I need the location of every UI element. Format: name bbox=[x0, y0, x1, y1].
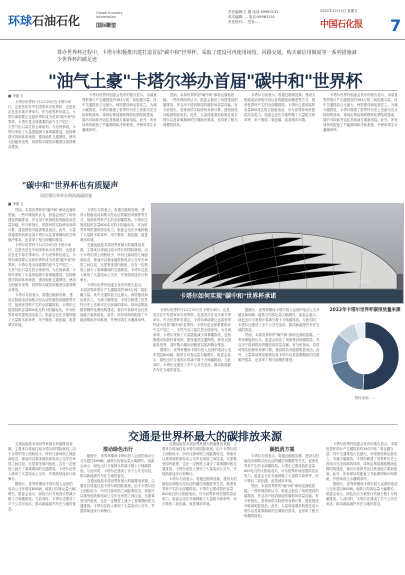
paragraph: 卡塔尔世界杯组委会发布的报告显示，本届世界杯预计产生碳排放约363万吨二氧化碳当量。其中交通排放占比最大，场馆建设和运营次之。为减少碳排放，卡塔尔修建了世界杯历史上首座可完全拆卸的球场，球场由集装箱和模块化钢结构建成，赛后可拆卸并运往其他地方重新组装。此外，所有球场均配备了节能照明和冷却系统，并使用再生水灌溉草坪。 bbox=[82, 93, 157, 132]
meta-line-3: 责任校对:… 签发:… bbox=[228, 20, 260, 24]
article-column-11 bbox=[80, 454, 156, 570]
article-column-5 bbox=[323, 93, 398, 201]
article-column-6 bbox=[8, 208, 76, 423]
section-title bbox=[8, 12, 80, 29]
paragraph: 据统计，世界杯期间卡塔尔投入运营的电动公交车超过800辆，地铁日均客运量大幅增长。组委会表示，绿色出行方案预计将减少数十万吨碳排放。与此同时，卡塔尔还建设了多个公共充电站，推动新能源汽车在当地的普及。 bbox=[80, 454, 155, 478]
paragraph: 然而，本届世界杯的"碳中和"承诺也面临质疑。一些环保组织认为，组委会低估了场馆建设的碳排放，并且用于抵消排放的碳信用质量存疑。有分析指出，若按场馆实际使用寿命计算，建设排放可能被明显低估。此外，大量球迷乘坐航班往返卡塔尔以及赛事期间的空调制冷需求，也带来了相当规模的排放。 bbox=[244, 484, 319, 518]
meta-line-2: 美术编辑: … 电话:59963151 bbox=[228, 15, 275, 19]
paragraph: 交通运输是本届世界杯最大的碳排放来源，主要来自球迷往返卡塔尔的国际航班。由于卡塔尔国土面积较小，所有比赛场馆之间距离较近，球迷可以乘坐地铁和电动公交车在场馆之间往返，无需乘坐国内航班，这在一定程度上减少了赛事期间的交通排放。卡塔尔还投入使用了大量电动公交车，并鼓励球迷步行和骑行。 bbox=[80, 243, 148, 282]
donut-chart bbox=[325, 316, 405, 396]
section-1-subtitle: 场馆建设和举办期间减碳措施 bbox=[40, 193, 92, 198]
paragraph: 交通运输是本届世界杯最大的碳排放来源，主要来自球迷往返卡塔尔的国际航班。由于卡塔尔国土面积较小，所有比赛场馆之间距离较近，球迷可以乘坐地铁和电动公交车在场馆之间往返，无需乘坐国内航班，这在一定程度上减少了赛事期间的交通排放。卡塔尔还投入使用了大量电动公交车，并鼓励球迷步行和骑行。 bbox=[80, 479, 155, 513]
section-label-b: 石油石化 bbox=[32, 14, 81, 28]
subheading-green-travel: 推动绿色出行 bbox=[102, 447, 133, 453]
subheading-offset: 碳抵消方案 bbox=[269, 447, 295, 453]
paragraph: 卡塔尔方面表示，将通过植树造林、建设太阳能电站和购买经认证的碳信用额度等方式，抵消世界杯产生的全部碳排放。卡塔尔已建成装机容量800兆瓦的太阳能电站，可为世界杯场馆提供清洁电力。组委会还在多地种植了大量树木和草坪，用于吸收二氧化碳，改善城市环境。 bbox=[244, 454, 319, 483]
issue-date: 2022年12月2日 星期五 bbox=[320, 9, 358, 13]
article-column-1 bbox=[8, 100, 76, 172]
article-column-13 bbox=[244, 454, 320, 570]
chart-caption: 资料来源：… bbox=[354, 396, 376, 400]
divider bbox=[8, 90, 398, 91]
paragraph: 卡塔尔世界杯组委会发布的报告显示，本届世界杯预计产生碳排放约363万吨二氧化碳当量。其中交通排放占比最大，场馆建设和运营次之。为减少碳排放，卡塔尔修建了世界杯历史上首座可完全拆卸的球场，球场由集装箱和模块化钢结构建成，赛后可拆卸并运往其他地方重新组装。此外，所有球场均配备了节能照明和冷却系统，并使用再生水灌溉草坪。 bbox=[80, 283, 148, 322]
emission-chart-box bbox=[325, 308, 405, 428]
article-column-14 bbox=[326, 442, 398, 570]
article-column-12 bbox=[162, 442, 238, 570]
newspaper-logo: 中国石化报 bbox=[320, 20, 363, 30]
photo-caption: 卡塔尔如何实现"碳中和"世界杯承诺 bbox=[180, 293, 277, 300]
article-column-3 bbox=[163, 93, 239, 201]
paragraph: 卡塔尔世界杯于11月20日在卡塔尔举行，这是首次在中东国家举办世界杯，也是首次在北半球冬季举办。作为世界杯东道主，卡塔尔承诺要让这届世界杯成为首届"碳中和"世界杯。卡塔尔是全球重要的油气生产国之一，天然气出口量位居全球前列。为兑现承诺，卡塔尔采取了大量措施减少赛事碳排放，包括修建可拆卸体育场馆、建设地铁交通网络、使用太阳能发电等，同时购买碳信用额度以抵消剩余排放。 bbox=[8, 243, 76, 292]
paragraph: 卡塔尔方面表示，将通过植树造林、建设太阳能电站和购买经认证的碳信用额度等方式，抵消世界杯产生的全部碳排放。卡塔尔已建成装机容量800兆瓦的太阳能电站，可为世界杯场馆提供清洁电力。组委会还在多地种植了大量树木和草坪，用于吸收二氧化碳，改善城市环境。 bbox=[244, 93, 316, 122]
paragraph: 然而，本届世界杯的"碳中和"承诺也面临质疑。一些环保组织认为，组委会低估了场馆建设的碳排放，并且用于抵消排放的碳信用质量存疑。有分析指出，若按场馆实际使用寿命计算，建设排放可能被明显低估。此外，大量球迷乘坐航班往返卡塔尔以及赛事期间的空调制冷需求，也带来了相当规模的排放。 bbox=[163, 93, 238, 127]
paragraph: 据统计，世界杯期间卡塔尔投入运营的电动公交车超过800辆，地铁日均客运量大幅增长。组委会表示，绿色出行方案预计将减少数十万吨碳排放。与此同时，卡塔尔还建设了多个公共充电站，推动新能源汽车在当地的普及。 bbox=[238, 308, 320, 332]
section-1-title: "碳中和"世界杯也有质疑声 bbox=[22, 180, 119, 190]
section-1-byline: ■ 李娅飞 bbox=[8, 202, 23, 206]
paragraph: 卡塔尔方面表示，将通过植树造林、建设太阳能电站和购买经认证的碳信用额度等方式，抵消世界杯产生的全部碳排放。卡塔尔已建成装机容量800兆瓦的太阳能电站，可为世界杯场馆提供清洁电力。组委会还在多地种植了大量树木和草坪，用于吸收二氧化碳，改善城市环境。 bbox=[162, 477, 237, 506]
byline: ■ 李娅飞 bbox=[8, 94, 23, 98]
paragraph: 然而，本届世界杯的"碳中和"承诺也面临质疑。一些环保组织认为，组委会低估了场馆建设的碳排放，并且用于抵消排放的碳信用质量存疑。有分析指出，若按场馆实际使用寿命计算，建设排放可能被明显低估。此外，大量球迷乘坐航班往返卡塔尔以及赛事期间的空调制冷需求，也带来了相当规模的排放。 bbox=[238, 333, 320, 362]
main-headline: "油气土豪"卡塔尔举办首届"碳中和"世界杯 bbox=[48, 72, 362, 92]
paragraph: 卡塔尔世界杯组委会发布的报告显示，本届世界杯预计产生碳排放约363万吨二氧化碳当量。其中交通排放占比最大，场馆建设和运营次之。为减少碳排放，卡塔尔修建了世界杯历史上首座可完全拆卸的球场，球场由集装箱和模块化钢结构建成，赛后可拆卸并运往其他地方重新组装。此外，所有球场均配备了节能照明和冷却系统，并使用再生水灌溉草坪。 bbox=[323, 93, 398, 132]
paragraph: 据统计，世界杯期间卡塔尔投入运营的电动公交车超过800辆，地铁日均客运量大幅增长。组委会表示，绿色出行方案预计将减少数十万吨碳排放。与此同时，卡塔尔还建设了多个公共充电站，推动新能源汽车在当地的普及。 bbox=[326, 482, 398, 506]
chart-title: 2022年卡塔尔世界杯碳排放量来源 bbox=[329, 308, 401, 313]
paragraph: 交通运输是本届世界杯最大的碳排放来源，主要来自球迷往返卡塔尔的国际航班。由于卡塔尔国土面积较小，所有比赛场馆之间距离较近，球迷可以乘坐地铁和电动公交车在场馆之间往返，无需乘坐国内航班，这在一定程度上减少了赛事期间的交通排放。卡塔尔还投入使用了大量电动公交车，并鼓励球迷步行和骑行。 bbox=[162, 442, 237, 476]
article-column-4 bbox=[244, 93, 318, 201]
section-label-a: 环球 bbox=[8, 14, 33, 28]
photo-credit: 新华社 bbox=[360, 280, 371, 284]
paragraph: 卡塔尔世界杯于11月20日在卡塔尔举行，这是首次在中东国家举办世界杯，也是首次在北半球冬季举办。作为世界杯东道主，卡塔尔承诺要让这届世界杯成为首届"碳中和"世界杯。卡塔尔是全球重要的油气生产国之一，天然气出口量位居全球前列。为兑现承诺，卡塔尔采取了大量措施减少赛事碳排放，包括修建可拆卸体育场馆、建设地铁交通网络、使用太阳能发电等，同时购买碳信用额度以抵消剩余排放。 bbox=[153, 308, 231, 347]
stadium-photo bbox=[151, 203, 404, 304]
donut-slice bbox=[332, 360, 364, 389]
article-column-8 bbox=[153, 308, 233, 423]
article-column-9 bbox=[238, 308, 322, 423]
stadium-illustration bbox=[152, 204, 404, 304]
section-sub-en: Global Industry Information bbox=[96, 11, 123, 19]
article-column-7 bbox=[80, 208, 148, 423]
section-sub-zh: 国际瞭望 bbox=[96, 23, 117, 29]
paragraph: 卡塔尔世界杯组委会发布的报告显示，本届世界杯预计产生碳排放约363万吨二氧化碳当量。其中交通排放占比最大，场馆建设和运营次之。为减少碳排放，卡塔尔修建了世界杯历史上首座可完全拆卸的球场，球场由集装箱和模块化钢结构建成，赛后可拆卸并运往其他地方重新组装。此外，所有球场均配备了节能照明和冷却系统，并使用再生水灌溉草坪。 bbox=[326, 442, 398, 481]
paragraph: 卡塔尔世界杯于11月20日在卡塔尔举行，这是首次在中东国家举办世界杯，也是首次在北半球冬季举办。作为世界杯东道主，卡塔尔承诺要让这届世界杯成为首届"碳中和"世界杯。卡塔尔是全球重要的油气生产国之一，天然气出口量位居全球前列。为兑现承诺，卡塔尔采取了大量措施减少赛事碳排放，包括修建可拆卸体育场馆、建设地铁交通网络、使用太阳能发电等，同时购买碳信用额度以抵消剩余排放。 bbox=[8, 100, 76, 149]
page-number: 7 bbox=[390, 16, 402, 35]
paragraph: 据统计，世界杯期间卡塔尔投入运营的电动公交车超过800辆，地铁日均客运量大幅增长。组委会表示，绿色出行方案预计将减少数十万吨碳排放。与此同时，卡塔尔还建设了多个公共充电站，推动新能源汽车在当地的普及。 bbox=[153, 348, 232, 372]
editor-meta bbox=[228, 10, 278, 25]
article-column-10 bbox=[8, 442, 76, 570]
paragraph: 卡塔尔方面表示，将通过植树造林、建设太阳能电站和购买经认证的碳信用额度等方式，抵消世界杯产生的全部碳排放。卡塔尔已建成装机容量800兆瓦的太阳能电站，可为世界杯场馆提供清洁电力。组委会还在多地种植了大量树木和草坪，用于吸收二氧化碳，改善城市环境。 bbox=[8, 293, 76, 327]
paragraph: 卡塔尔方面表示，将通过植树造林、建设太阳能电站和购买经认证的碳信用额度等方式，抵消世界杯产生的全部碳排放。卡塔尔已建成装机容量800兆瓦的太阳能电站，可为世界杯场馆提供清洁电力。组委会还在多地种植了大量树木和草坪，用于吸收二氧化碳，改善城市环境。 bbox=[80, 208, 148, 242]
section-2-headline: 交通是世界杯最大的碳排放来源 bbox=[128, 430, 282, 443]
paragraph: 交通运输是本届世界杯最大的碳排放来源，主要来自球迷往返卡塔尔的国际航班。由于卡塔尔国土面积较小，所有比赛场馆之间距离较近，球迷可以乘坐地铁和电动公交车在场馆之间往返，无需乘坐国内航班，这在一定程度上减少了赛事期间的交通排放。卡塔尔还投入使用了大量电动公交车，并鼓励球迷步行和骑行。 bbox=[8, 442, 76, 481]
paragraph: 然而，本届世界杯的"碳中和"承诺也面临质疑。一些环保组织认为，组委会低估了场馆建设的碳排放，并且用于抵消排放的碳信用质量存疑。有分析指出，若按场馆实际使用寿命计算，建设排放可能被明显低估。此外，大量球迷乘坐航班往返卡塔尔以及赛事期间的空调制冷需求，也带来了相当规模的排放。 bbox=[8, 208, 76, 242]
meta-line-1: 责任编辑:王 刚 电话:59963132 bbox=[228, 10, 279, 14]
divider bbox=[8, 424, 398, 425]
lead-paragraph: 尊办世界杯过程中，卡塔尔积极推出建打造首届"碳中和"世界杯，采取了建设可再使用场馆，回路交通，购买碳信用额度等一系列措施减少世界杯的碳足迹 bbox=[57, 50, 357, 63]
paragraph: 据统计，世界杯期间卡塔尔投入运营的电动公交车超过800辆，地铁日均客运量大幅增长。组委会表示，绿色出行方案预计将减少数十万吨碳排放。与此同时，卡塔尔还建设了多个公共充电站，推动新能源汽车在当地的普及。 bbox=[8, 482, 76, 511]
donut-slice bbox=[363, 322, 399, 390]
